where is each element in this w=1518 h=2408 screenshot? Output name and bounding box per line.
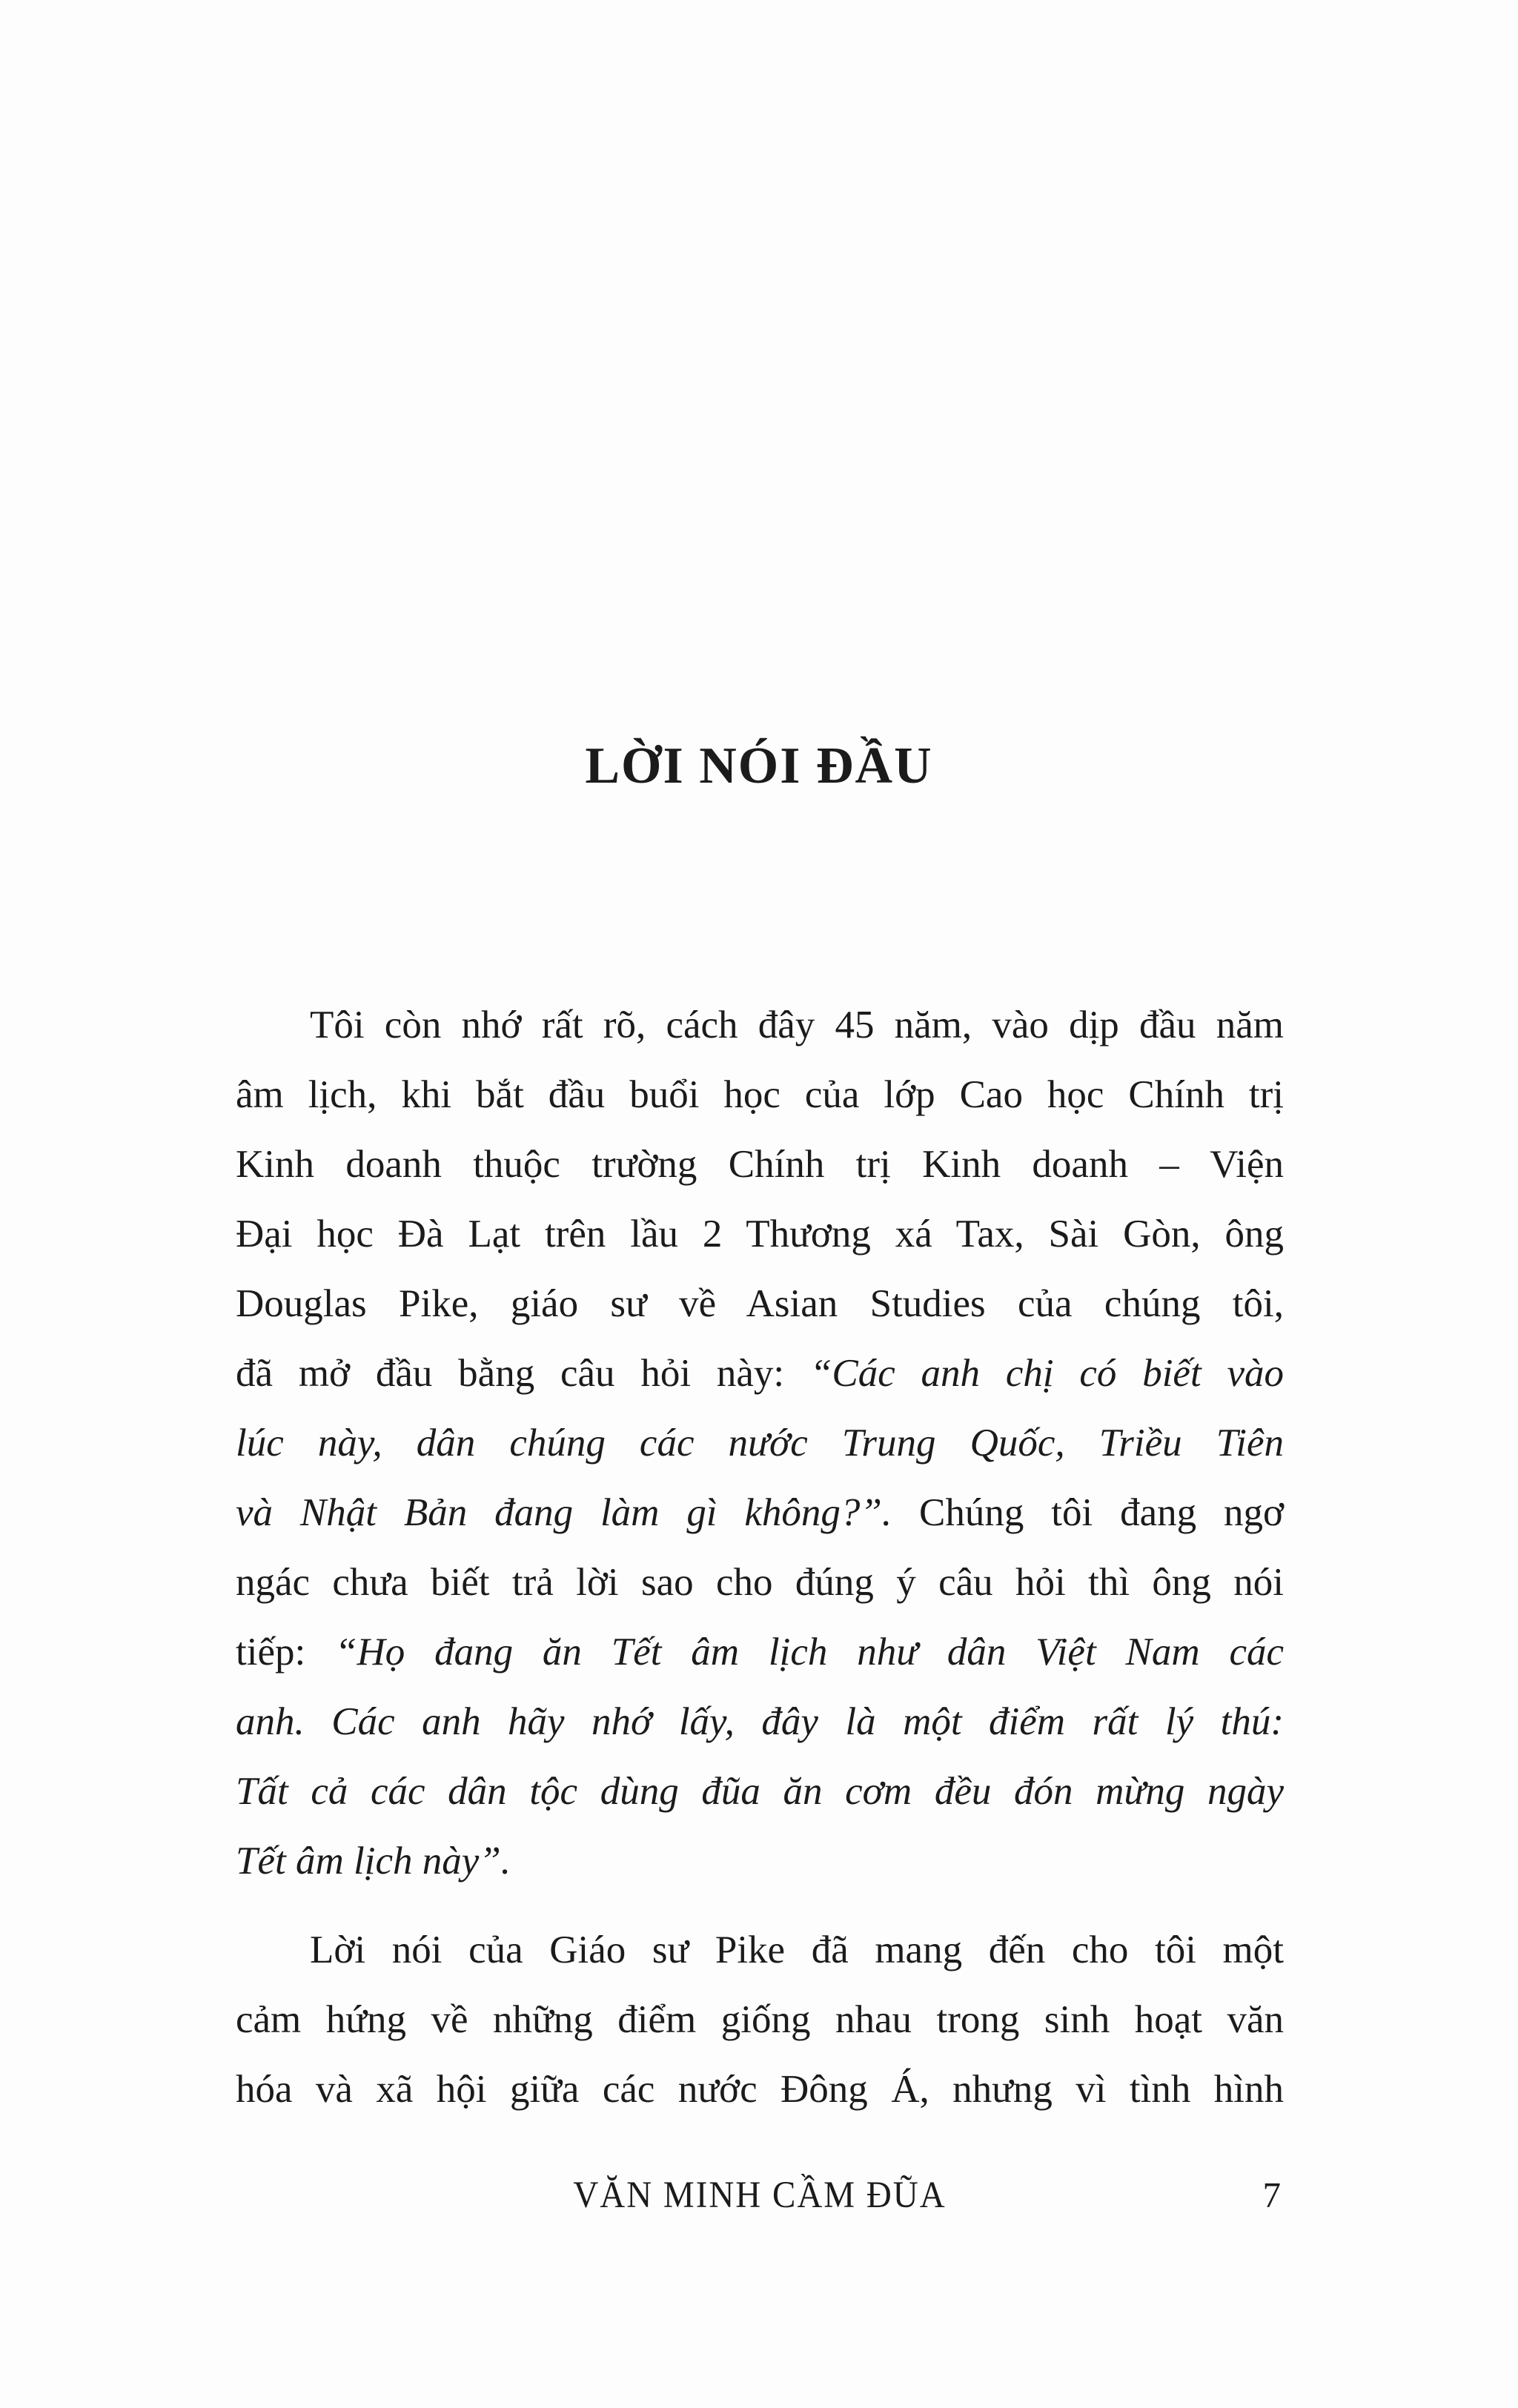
text-line: lúc này, dân chúng các nước Trung Quốc, Triều Tiên xyxy=(236,1422,1284,1465)
page-number: 7 xyxy=(1262,2175,1281,2215)
text-line: Đại học Đà Lạt trên lầu 2 Thương xá Tax, Sài Gòn, ông xyxy=(236,1213,1284,1256)
text-line: tiếp: “Họ đang ăn Tết âm lịch như dân Việt Nam các xyxy=(236,1631,1284,1674)
text-line: cảm hứng về những điểm giống nhau trong sinh hoạt văn xyxy=(236,1998,1284,2041)
running-title: VĂN MINH CẦM ĐŨA xyxy=(573,2174,947,2217)
text-line: Tất cả các dân tộc dùng đũa ăn cơm đều đón mừng ngày xyxy=(236,1770,1284,1813)
text-line: ngác chưa biết trả lời sao cho đúng ý câu hỏi thì ông nói xyxy=(236,1561,1284,1604)
text-line: Douglas Pike, giáo sư về Asian Studies của chúng tôi, xyxy=(236,1282,1284,1325)
text-line: Kinh doanh thuộc trường Chính trị Kinh doanh – Viện xyxy=(236,1143,1284,1186)
text-line: và Nhật Bản đang làm gì không?”. Chúng tôi đang ngơ xyxy=(236,1491,1284,1534)
text-line: Lời nói của Giáo sư Pike đã mang đến cho tôi một xyxy=(310,1928,1284,1971)
body-text xyxy=(236,990,1284,2124)
text-line: đã mở đầu bằng câu hỏi này: “Các anh chị có biết vào xyxy=(236,1352,1284,1395)
text-line: Tết âm lịch này”. xyxy=(236,1840,511,1883)
text-line: hóa và xã hội giữa các nước Đông Á, nhưng vì tình hình xyxy=(236,2068,1284,2111)
text-line: anh. Các anh hãy nhớ lấy, đây là một điểm rất lý thú: xyxy=(236,1700,1284,1743)
text-line: Tôi còn nhớ rất rõ, cách đây 45 năm, vào dịp đầu năm xyxy=(310,1004,1284,1047)
chapter-heading: LỜI NÓI ĐẦU xyxy=(585,737,933,795)
page-footer xyxy=(236,2172,1284,2219)
text-line: âm lịch, khi bắt đầu buổi học của lớp Cao học Chính trị xyxy=(236,1073,1284,1116)
